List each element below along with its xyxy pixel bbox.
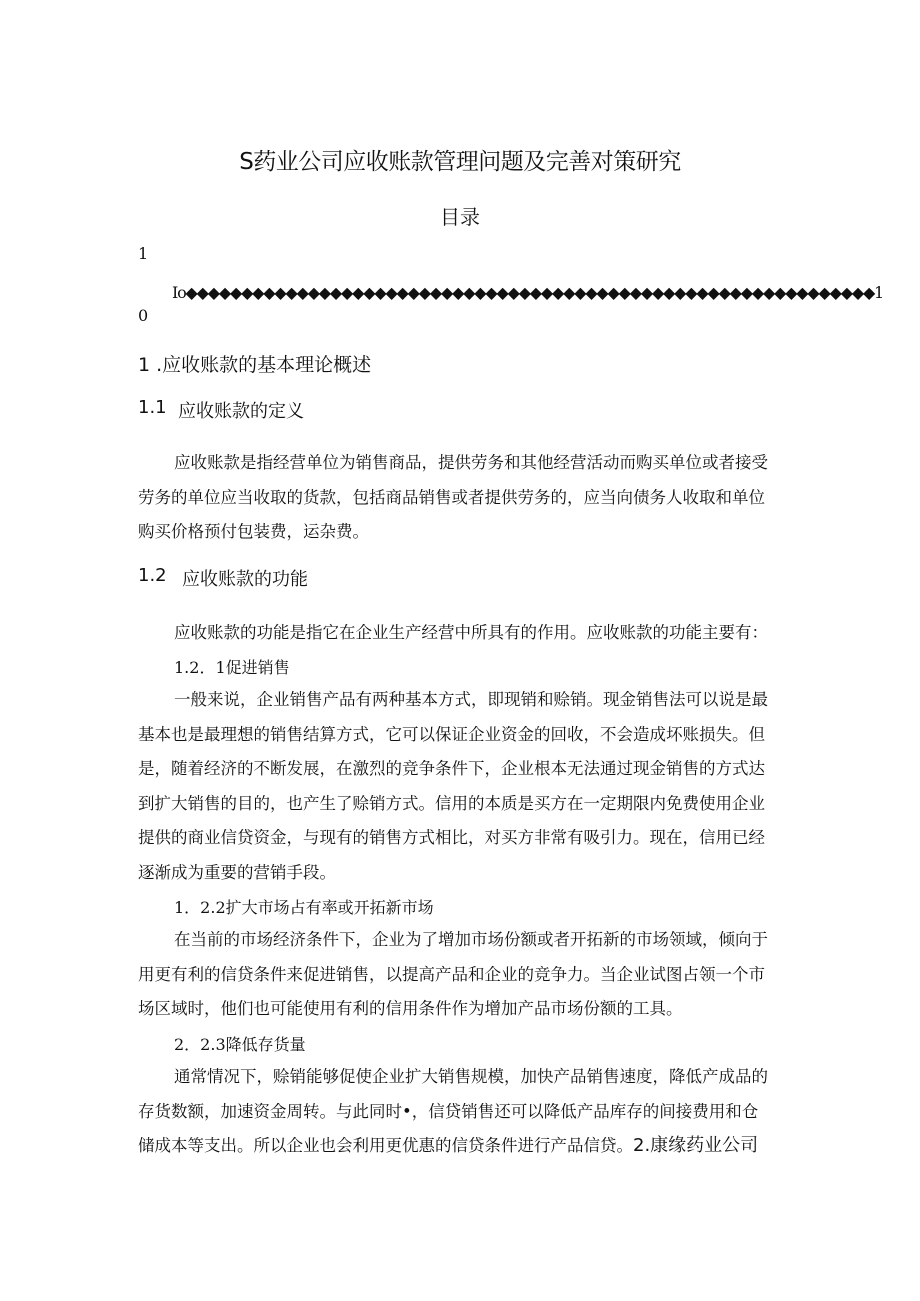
section-heading-2-inline: 2.康缘药业公司 [633,1135,759,1156]
toc-entry-line: Io◆◆◆◆◆◆◆◆◆◆◆◆◆◆◆◆◆◆◆◆◆◆◆◆◆◆◆◆◆◆◆◆◆◆◆◆◆◆◆◆◆◆◆◆◆◆◆◆◆◆◆◆◆◆◆◆◆◆◆◆◆◆1 [172,283,884,302]
paragraph-promote-sales [138,683,784,890]
paragraph-line: 在当前的市场经济条件下，企业为了增加市场份额或者开拓新的市场领域，倾向于 [174,930,768,949]
toc-heading: 目录 [440,205,480,229]
document-title: S药业公司应收账款管理问题及完善对策研究 [239,149,681,175]
paragraph-line: 通常情况下，赊销能够促使企业扩大销售规模，加快产品销售速度，降低产成品的 [174,1067,768,1086]
paragraph-line: 应收账款是指经营单位为销售商品，提供劳务和其他经营活动而购买单位或者接受 [174,453,768,472]
paragraph-line: 一般来说，企业销售产品有两种基本方式，即现销和赊销。现金销售法可以说是最 [174,690,768,709]
subheading-reduce-inventory: 2．2.3降低存货量 [174,1035,306,1054]
paragraph-line: 是，随着经济的不断发展，在激烈的竞争条件下，企业根本无法通过现金销售的方式达 [138,759,765,778]
paragraph-text: 储成本等支出。所以企业也会利用更优惠的信贷条件进行产品信贷。 [138,1136,633,1155]
paragraph-line: 劳务的单位应当收取的货款，包括商品销售或者提供劳务的，应当向债务人收取和单位 [138,487,765,507]
paragraph-line-last [138,1129,784,1164]
section-heading-1-1-number: 1.1 [138,397,167,418]
paragraph-line: 基本也是最理想的销售结算方式，它可以保证企业资金的回收，不会造成坏账损失。但 [138,724,765,744]
paragraph-definition [138,446,784,550]
paragraph-line: 场区域时，他们也可能使用有利的信用条件作为增加产品市场份额的工具。 [138,999,683,1018]
toc-page-number-2: 0 [138,306,149,325]
section-heading-1: 1 .应收账款的基本理论概述 [138,354,372,376]
paragraph-reduce-inventory [138,1060,784,1164]
subheading-expand-market: 1．2.2扩大市场占有率或开拓新市场 [174,898,434,917]
paragraph-function-intro [138,616,784,651]
paragraph-line: 逐渐成为重要的营销手段。 [138,862,336,882]
paragraph-expand-market [138,923,784,1027]
section-heading-1-2-label: 应收账款的功能 [182,569,308,590]
toc-page-number-1: 1 [138,244,149,263]
paragraph-line: 应收账款的功能是指它在企业生产经营中所具有的作用。应收账款的功能主要有： [174,623,768,642]
paragraph-line: 存货数额，加速资金周转。与此同时•，信贷销售还可以降低产品库存的间接费用和仓 [138,1101,759,1121]
paragraph-line: 购买价格预付包装费，运杂费。 [138,522,369,541]
paragraph-line: 提供的商业信贷资金，与现有的销售方式相比，对买方非常有吸引力。现在，信用已经 [138,828,765,847]
paragraph-line: 到扩大销售的目的，也产生了赊销方式。信用的本质是买方在一定期限内免费使用企业 [138,793,765,813]
section-heading-1-2-number: 1.2 [138,565,167,586]
paragraph-line: 用更有利的信贷条件来促进销售，以提高产品和企业的竞争力。当企业试图占领一个市 [138,964,765,984]
subheading-promote-sales: 1.2．1促进销售 [174,658,290,677]
section-heading-1-1-label: 应收账款的定义 [178,401,304,422]
